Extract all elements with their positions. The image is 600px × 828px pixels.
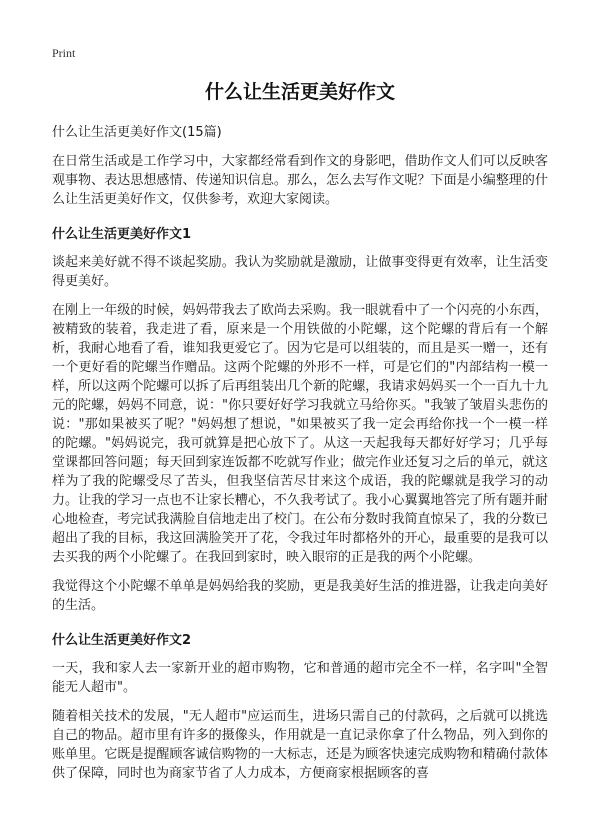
intro-paragraph: 在日常生活或是工作学习中，大家都经常看到作文的身影吧，借助作文人们可以反映客观事物、表达思想感情、传递知识信息。那么，怎么去写作文呢？下面是小编整理的什么让生活更美好作文，仅供参考，欢迎大家阅读。 — [52, 154, 548, 207]
print-link[interactable]: Print — [52, 46, 76, 60]
article — [52, 72, 548, 783]
paragraph: 谈起来美好就不得不谈起奖励。我认为奖励就是激励，让做事变得更有效率，让生活变得更美好。 — [52, 255, 548, 289]
paragraph: 在刚上一年级的时候，妈妈带我去了欧尚去采购。我一眼就看中了一个闪亮的小东西，被精致的装着，我走进了看，原来是一个用铁做的小陀螺，这个陀螺的背后有一个解析，我耐心地看了看，谁知我更爱它了。因为它是可以组装的，而且是买一赠一，还有一个更好看的陀螺当作赠品。这两个陀螺的外形不一样，可是它们的"内部结构一模一样，所以这两个陀螺可以拆了后再组装出几个新的陀螺，我请求妈妈买一个一百九十九元的陀螺，妈妈不同意，说："你只要好好学习我就立马给你买。"我皱了皱眉头悲伤的说："那如果被买了呢？"妈妈想了想说，"如果被买了我一定会再给你找一个一模一样的陀螺。"妈妈说完，我可就算是把心放下了。从这一天起我每天都好好学习；几乎每堂课都回答问题；每天回到家连饭都不吃就写作业；做完作业还复习之后的单元，就这样为了我的陀螺受尽了苦头，但我坚信苦尽甘来这个成语，我的陀螺就是我学习的动力。让我的学习一点也不让家长糟心，不久我考试了。我小心翼翼地答完了所有题并耐心地检查，考完试我满脸自信地走出了校门。在公布分数时我简直惊呆了，我的分数已超出了我的目标，我这回满脸笑开了花，令我过年时都格外的开心，最重要的是我可以去买我的两个小陀螺了。在我回到家时，映入眼帘的正是我的两个小陀螺。 — [52, 303, 548, 565]
article-subtitle: 什么让生活更美好作文(15篇) — [52, 125, 222, 140]
section-heading: 什么让生活更美好作文2 — [52, 633, 192, 648]
section-heading: 什么让生活更美好作文1 — [52, 227, 192, 242]
paragraph: 我觉得这个小陀螺不单单是妈妈给我的奖励，更是我美好生活的推进器，让我走向美好的生活。 — [52, 579, 548, 613]
paragraph: 一天，我和家人去一家新开业的超市购物，它和普通的超市完全不一样，名字叫"全智能无人超市"。 — [52, 661, 548, 695]
page-title: 什么让生活更美好作文 — [204, 81, 395, 103]
paragraph: 随着相关技术的发展，"无人超市"应运而生，进场只需自己的付款码，之后就可以挑选自己的物品。超市里有许多的摄像头，作用就是一直记录你拿了什么物品，列入到你的账单里。它既是提醒顾客诚信购物的一大标志，还是为顾客快速完成购物和精确付款体供了保障，同时也为商家节省了人力成本，方便商家根据顾客的喜 — [52, 709, 548, 781]
